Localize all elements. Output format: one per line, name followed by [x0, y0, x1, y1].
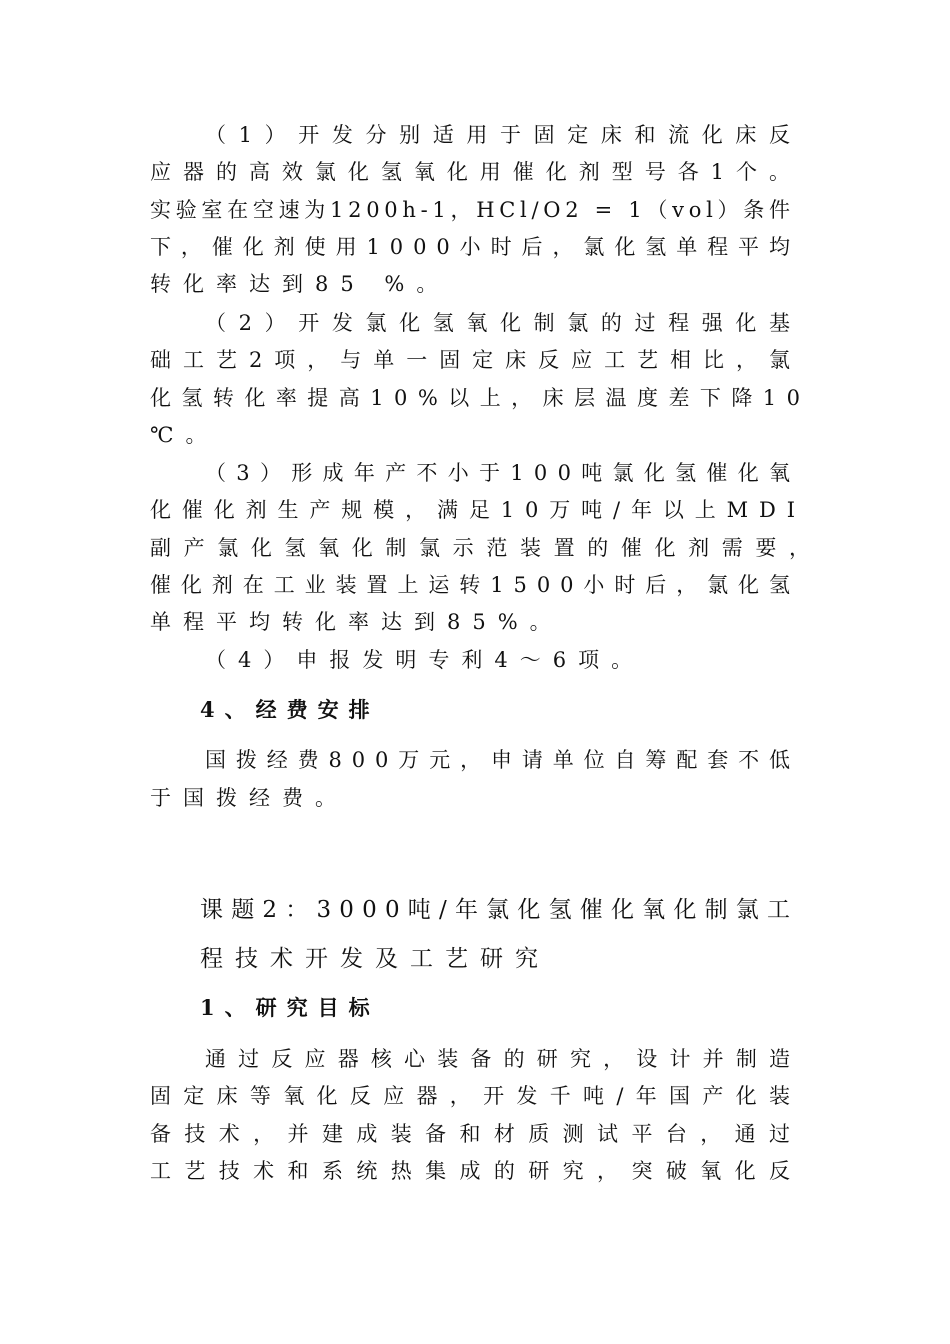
objective-2-line-4: ℃。	[150, 423, 219, 447]
section-heading-research-goal: 1、研究目标	[200, 995, 380, 1020]
objective-3-line-3: 副产氯化氢氧化制氯示范装置的催化剂需要，	[150, 536, 823, 560]
topic2-body-line-4: 工艺技术和系统热集成的研究，突破氧化反	[150, 1159, 804, 1183]
objective-3-line-5: 单程平均转化率达到85%。	[150, 610, 563, 634]
topic2-body-line-1: 通过反应器核心装备的研究，设计并制造	[205, 1047, 803, 1071]
objective-3-line-2: 化催化剂生产规模，满足10万吨/年以上MDI	[150, 498, 806, 522]
objective-1-line-4: 下，催化剂使用1000小时后，氯化氢单程平均	[150, 235, 800, 259]
topic2-body-line-3: 备技术，并建成装备和材质测试平台，通过	[150, 1122, 804, 1146]
objective-1-line-1: （1）开发分别适用于固定床和流化床反	[205, 123, 803, 147]
objective-2-line-1: （2）开发氯化氢氧化制氯的过程强化基	[205, 311, 803, 335]
objective-3-line-4: 催化剂在工业装置上运转1500小时后，氯化氢	[150, 573, 800, 597]
topic2-title-line-1: 课题2：3000吨/年氯化氢催化氧化制氯工	[200, 897, 799, 923]
topic2-title-line-2: 程技术开发及工艺研究	[200, 946, 550, 972]
funding-line-2: 于国拨经费。	[150, 786, 348, 810]
objective-4-line-1: （4）申报发明专利4～6项。	[205, 648, 645, 672]
objective-1-line-5: 转化率达到85 %。	[150, 272, 450, 296]
objective-2-line-2: 础工艺2项，与单一固定床反应工艺相比，氯	[150, 348, 802, 372]
objective-1-line-2: 应器的高效氯化氢氧化用催化剂型号各1个。	[150, 160, 802, 184]
objective-2-line-3: 化氢转化率提高10%以上，床层温度差下降10	[150, 386, 811, 410]
section-heading-funding: 4、经费安排	[200, 697, 380, 722]
objective-1-line-3: 实验室在空速为1200h-1，HCl/O2 = 1（vol）条件	[150, 198, 795, 222]
topic2-body-line-2: 固定床等氧化反应器，开发千吨/年国产化装	[150, 1084, 803, 1108]
funding-line-1: 国拨经费800万元，申请单位自筹配套不低	[205, 748, 800, 772]
objective-3-line-1: （3）形成年产不小于100吨氯化氢催化氧	[205, 461, 801, 485]
